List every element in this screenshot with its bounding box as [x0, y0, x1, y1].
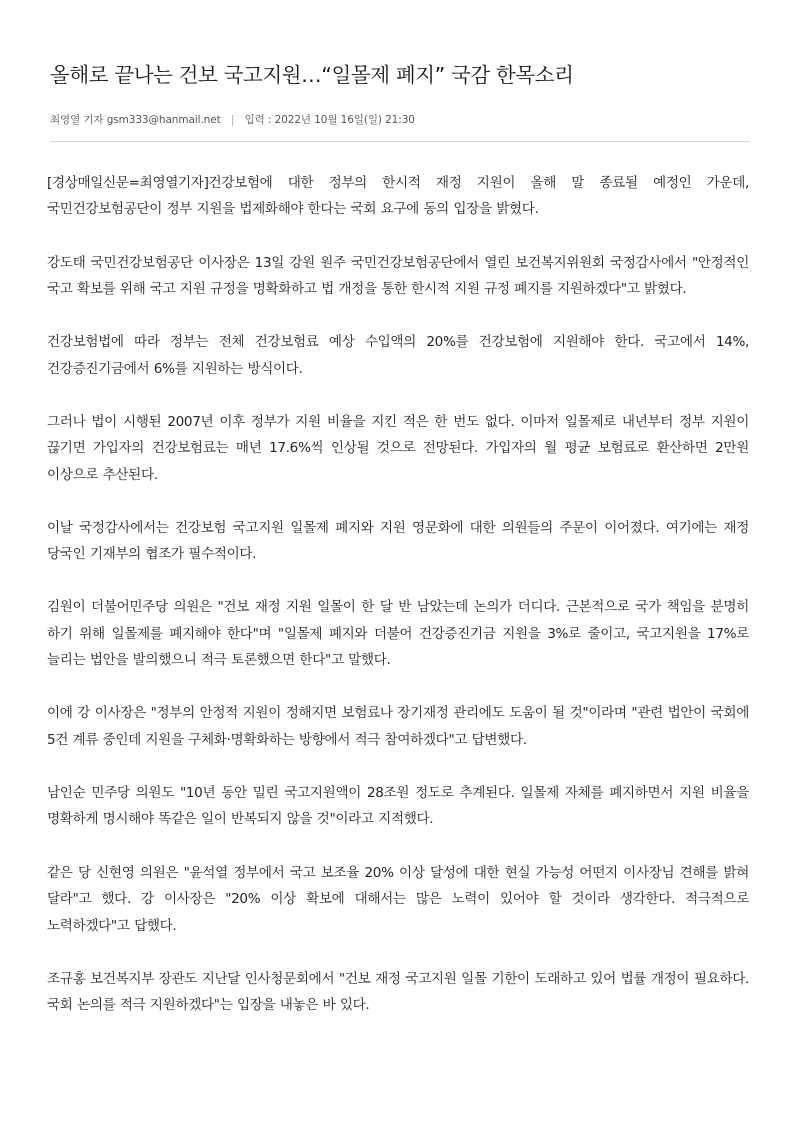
article-paragraph-1: [경상매일신문=최영열기자]건강보험에 대한 정부의 한시적 재정 지원이 올해 말 종료될 예정인 가운데, 국민건강보험공단이 정부 지원을 법제화해야 한다는 국회 요구에 동의 입장을 밝혔다. [47, 175, 749, 218]
article-paragraph-8: 남인순 민주당 의원도 "10년 동안 밀린 국고지원액이 28조원 정도로 추계된다. 일몰제 자체를 폐지하면서 지원 비율을 명확하게 명시해야 똑같은 일이 반복되지 않을 것"이라고 지적했다. [47, 785, 749, 828]
article-paragraph-6: 김원이 더불어민주당 의원은 "건보 재정 지원 일몰이 한 달 반 남았는데 논의가 더디다. 근본적으로 국가 책임을 분명히 하기 위해 일몰제를 폐지해야 한다"며 "일몰제 폐지와 더불어 건강증진기금 지원을 3%로 줄이고, 국고지원을 17%로 늘리는 법안을 발의했으니 적극 토론했으면 한다"고 말했다. [47, 599, 749, 669]
article-paragraph-3: 건강보험법에 따라 정부는 전체 건강보험료 예상 수입액의 20%를 건강보험에 지원해야 한다. 국고에서 14%, 건강증진기금에서 6%를 지원하는 방식이다. [47, 334, 749, 377]
article-headline: 올해로 끝나는 건보 국고지원…“일몰제 폐지” 국감 한목소리 [50, 63, 574, 87]
article-paragraph-2: 강도태 국민건강보험공단 이사장은 13일 강원 원주 국민건강보험공단에서 열린 보건복지위원회 국정감사에서 "안정적인 국고 확보를 위해 국고 지원 규정을 명확화하고 법 개정을 통한 한시적 지원 규정 폐지를 지원하겠다"고 밝혔다. [47, 254, 749, 298]
article-paragraph-9: 같은 당 신현영 의원은 "윤석열 정부에서 국고 보조율 20% 이상 달성에 대한 현실 가능성 어떤지 이사장님 견해를 밝혀 달라"고 했다. 강 이사장은 "20% 이상 확보에 대해서는 많은 노력이 있어야 할 것이라 생각한다. 적극적으로 노력하겠다"고 답했다. [47, 864, 749, 934]
article-body [47, 170, 749, 1045]
reporter-name: 최영열 기자 [50, 114, 104, 126]
article-paragraph-10: 조규홍 보건복지부 장관도 지난달 인사청문회에서 "건보 재정 국고지원 일몰 기한이 도래하고 있어 법률 개정이 필요하다. 국회 논의를 적극 지원하겠다"는 입장을 내놓은 바 있다. [47, 970, 749, 1014]
byline-divider: | [230, 114, 235, 126]
article-paragraph-5: 이날 국정감사에서는 건강보험 국고지원 일몰제 폐지와 지원 영문화에 대한 의원들의 주문이 이어졌다. 여기에는 재정 당국인 기재부의 협조가 필수적이다. [47, 519, 749, 563]
article-paragraph-7: 이에 강 이사장은 "정부의 안정적 지원이 정해지면 보험료나 장기재정 관리에도 도움이 될 것"이라며 "관련 법안이 국회에 5건 계류 중인데 지원을 구체화·명확화하는 방향에서 적극 참여하겠다"고 답변했다. [47, 705, 749, 748]
byline-rule [50, 141, 750, 142]
reporter-email[interactable]: gsm333@hanmail.net [106, 114, 221, 126]
article-paragraph-4: 그러나 법이 시행된 2007년 이후 정부가 지원 비율을 지킨 적은 한 번도 없다. 이마저 일몰제로 내년부터 정부 지원이 끊기면 가입자의 건강보험료는 매년 17.6%씩 인상될 것으로 전망된다. 가입자의 월 평균 보험료로 환산하면 2만원 이상으로 추산된다. [47, 413, 749, 483]
article-byline [50, 112, 415, 127]
publish-date: 입력 : 2022년 10월 16일(일) 21:30 [244, 114, 415, 126]
